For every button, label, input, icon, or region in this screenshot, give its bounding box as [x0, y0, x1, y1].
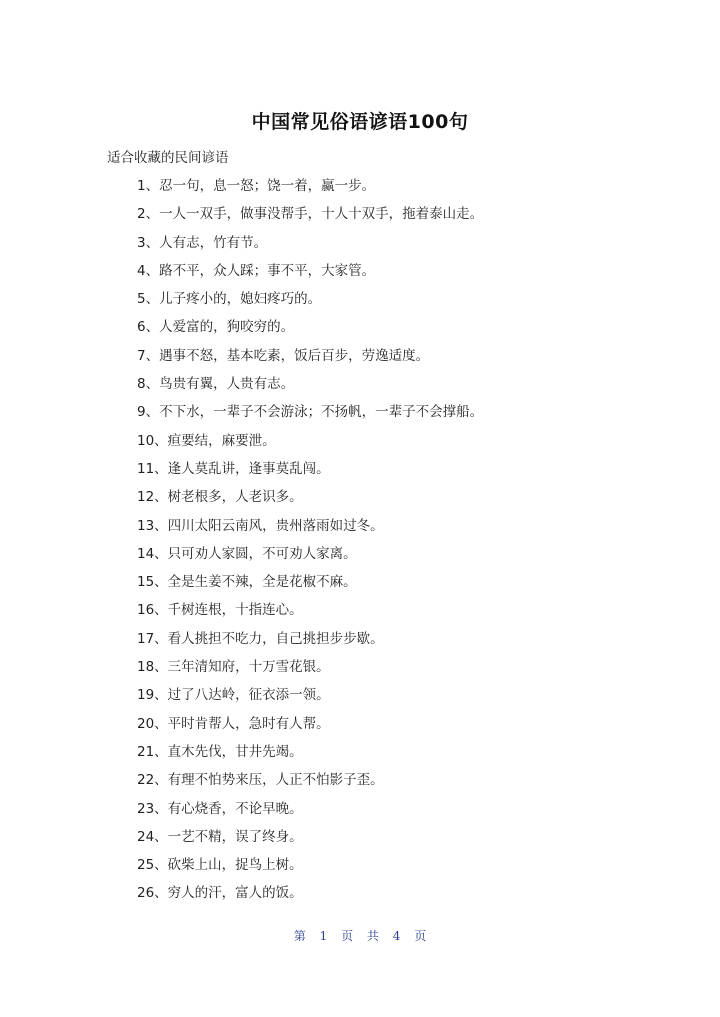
list-item: 9、不下水，一辈子不会游泳；不扬帆，一辈子不会撑船。 [137, 404, 484, 421]
list-item: 24、一艺不精，误了终身。 [137, 828, 303, 845]
list-item: 14、只可劝人家圆，不可劝人家离。 [137, 545, 357, 562]
list-item: 3、人有志，竹有节。 [137, 234, 268, 251]
list-item: 15、全是生姜不辣，全是花椒不麻。 [137, 574, 357, 591]
list-item: 21、直木先伐，甘井先竭。 [137, 743, 303, 760]
footer-word-gong: 共 [366, 929, 379, 943]
page-footer [0, 928, 720, 944]
list-item: 5、儿子疼小的，媳妇疼巧的。 [137, 291, 322, 308]
list-item: 12、树老根多，人老识多。 [137, 489, 303, 506]
list-item: 20、平时肯帮人，急时有人帮。 [137, 715, 330, 732]
list-item: 7、遇事不怒，基本吃素，饭后百步，劳逸适度。 [137, 347, 430, 364]
footer-page-number: 1 [319, 929, 328, 943]
list-item: 11、逢人莫乱讲，逢事莫乱闯。 [137, 460, 330, 477]
list-item: 6、人爱富的，狗咬穷的。 [137, 319, 295, 336]
list-item: 17、看人挑担不吃力，自己挑担步步歇。 [137, 630, 384, 647]
list-item: 19、过了八达岭，征衣添一领。 [137, 687, 330, 704]
footer-word-ye: 页 [414, 929, 427, 943]
list-item: 25、砍柴上山，捉鸟上树。 [137, 857, 303, 874]
footer-word-ye: 页 [341, 929, 354, 943]
list-item: 22、有理不怕势来压，人正不怕影子歪。 [137, 772, 384, 789]
list-item: 26、穷人的汗，富人的饭。 [137, 885, 303, 902]
list-item: 2、一人一双手，做事没帮手，十人十双手，拖着泰山走。 [137, 206, 484, 223]
page-title: 中国常见俗语谚语100句 [251, 111, 469, 133]
proverb-list [137, 176, 483, 912]
list-item: 10、疸要结，麻要泄。 [137, 432, 276, 449]
footer-page-total: 4 [392, 929, 401, 943]
list-item: 1、忍一句，息一怒；饶一着，赢一步。 [137, 178, 376, 194]
list-item: 16、千树连根，十指连心。 [137, 602, 303, 619]
list-item: 18、三年清知府，十万雪花银。 [137, 659, 330, 676]
list-item: 13、四川太阳云南风，贵州落雨如过冬。 [137, 517, 384, 534]
list-item: 4、路不平，众人踩；事不平，大家管。 [137, 262, 376, 279]
footer-word-di: 第 [293, 929, 306, 943]
list-item: 23、有心烧香，不论早晚。 [137, 800, 303, 817]
subtitle: 适合收藏的民间谚语 [107, 150, 229, 166]
list-item: 8、鸟贵有翼，人贵有志。 [137, 376, 295, 393]
